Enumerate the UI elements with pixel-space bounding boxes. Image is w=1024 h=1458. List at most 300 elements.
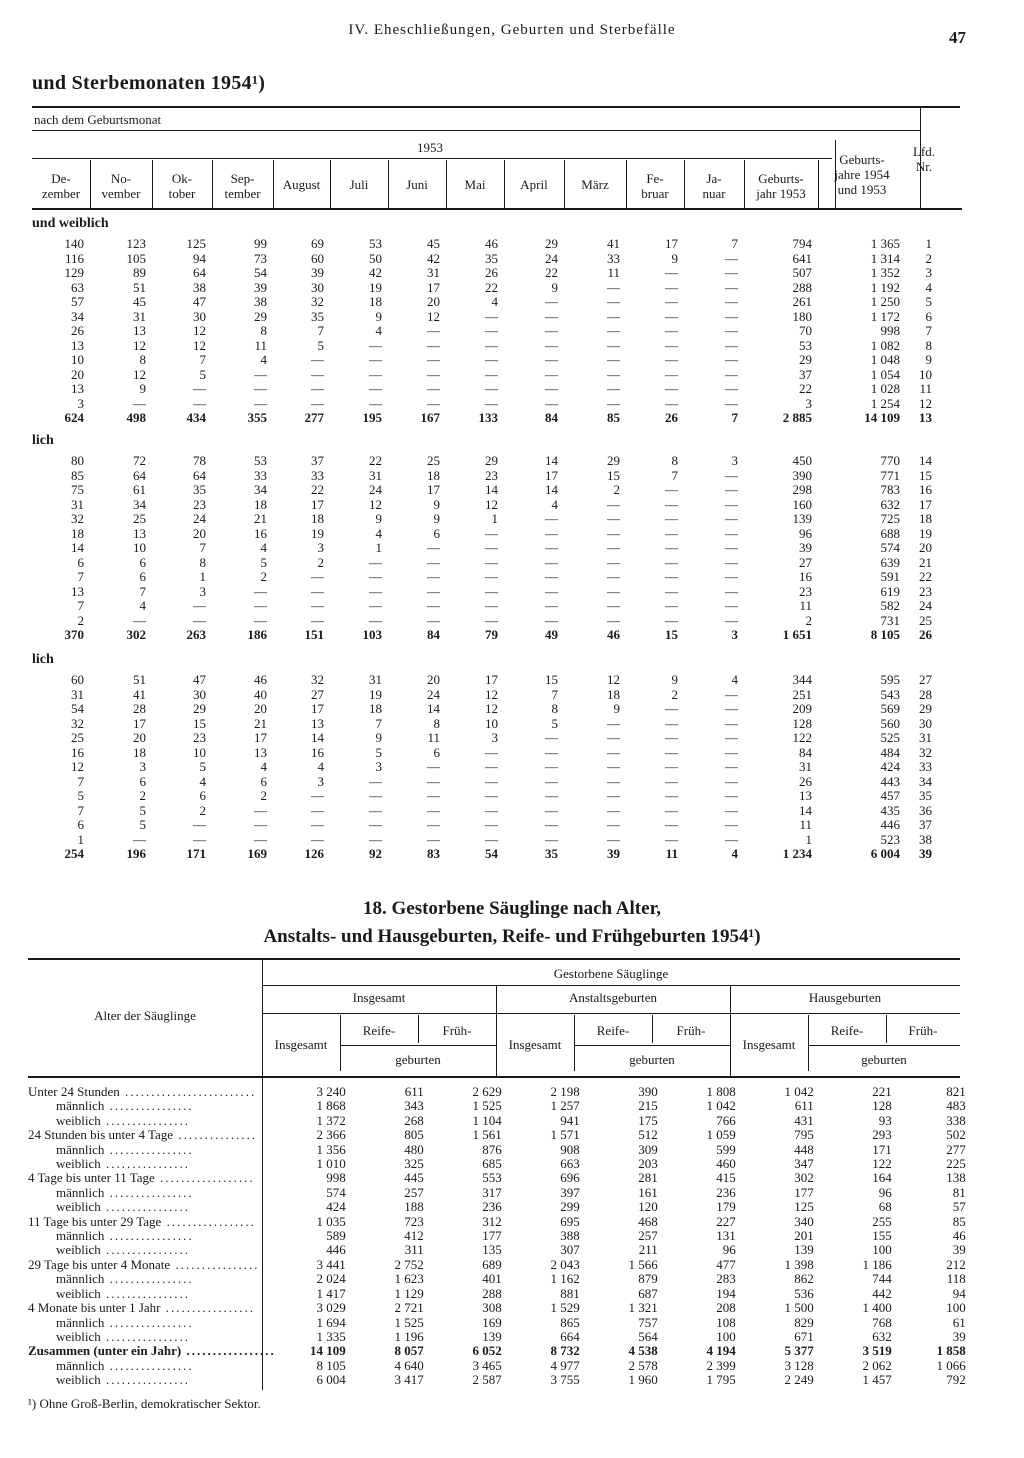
table1-cell: — [665, 817, 678, 832]
table1-cell: 39 [311, 265, 324, 280]
table1-header-bottom-rule [32, 208, 962, 210]
table1-cell: 83 [427, 846, 440, 861]
table1-cell: 12 [193, 323, 206, 338]
table1-cell: 26 [71, 323, 84, 338]
table1-cell: 15 [665, 627, 678, 642]
table1-cell: 4 [199, 773, 206, 789]
table1-cell: 5 [260, 554, 267, 570]
table2-cell: 100 [946, 1300, 966, 1316]
table1-cell: — [427, 569, 440, 584]
table2-cell: 68 [878, 1199, 892, 1215]
table1-cell: 34 [919, 773, 932, 789]
table2-cell: 805 [404, 1127, 424, 1143]
table1-col-divider [90, 160, 91, 208]
table2-sub-reife: Reife- [362, 1023, 396, 1038]
table1-cell: — [725, 294, 738, 309]
table1-year-rule [32, 158, 832, 159]
table1-cell: 5 [139, 802, 146, 818]
table2-cell: 203 [638, 1156, 658, 1172]
table2-cell: 201 [794, 1228, 814, 1244]
table1-cell: 61 [133, 482, 146, 497]
table1-cell: 5 [199, 759, 206, 774]
table1-cell: 31 [369, 467, 382, 483]
table2-total-row [28, 1344, 974, 1358]
table1-cell: 7 [731, 236, 738, 251]
table1-cell: — [485, 381, 498, 396]
table1-cell: 5 [317, 337, 324, 353]
table1-cell: — [607, 337, 620, 353]
table1-cell: — [311, 802, 324, 818]
table1-cell: 4 [260, 759, 267, 774]
table1-cell: 32 [919, 744, 932, 760]
table2-cell: 388 [560, 1228, 580, 1244]
table1-cell: 37 [311, 453, 324, 468]
table1-cell: 1 [199, 569, 206, 584]
table1-row [32, 673, 942, 688]
table1-cell: 3 [731, 627, 738, 642]
table1-cell: — [607, 511, 620, 526]
table1-cell: — [485, 612, 498, 628]
table1-cell: 73 [254, 250, 267, 266]
table1-row [32, 789, 942, 804]
table1-cell: 31 [427, 265, 440, 280]
table1-cell: — [485, 540, 498, 555]
table1-col-header: Juni [406, 177, 428, 192]
table2-cell: 1 321 [628, 1300, 658, 1316]
table1-cell: — [254, 583, 267, 599]
table2-row-label: männlich ................ [56, 1271, 194, 1287]
table1-cell: 12 [919, 395, 932, 411]
table2-cell: 468 [638, 1213, 658, 1229]
table1-subheading: nach dem Geburtsmonat [34, 112, 162, 127]
table1-cell: 543 [880, 686, 900, 702]
table1-cell: 18 [133, 744, 146, 760]
table1-cell: 31 [71, 686, 84, 702]
table1-cell: 11 [665, 846, 678, 861]
table1-cell: 6 [925, 308, 932, 324]
table2-cell: 998 [326, 1170, 346, 1186]
table1-cell: 31 [71, 496, 84, 512]
table2-cell: 1 186 [862, 1256, 892, 1272]
table2-sub-insgesamt: Insgesamt [742, 1037, 796, 1052]
table2-cell: 8 105 [316, 1357, 346, 1373]
table1-cell: 20 [427, 672, 440, 687]
table1-cell: 12 [71, 759, 84, 774]
table1-cell: 125 [186, 236, 206, 251]
table1-cell: — [254, 598, 267, 613]
table1-cell: 22 [369, 453, 382, 468]
table2-cell: 257 [638, 1228, 658, 1244]
table1-cell: 10 [193, 744, 206, 760]
table2-cell: 574 [326, 1184, 346, 1200]
table2-cell: 175 [638, 1112, 658, 1128]
table1-cell: 8 [925, 337, 932, 353]
table1-cell: 2 [260, 788, 267, 803]
table2-row [28, 1114, 974, 1128]
table2-cell: 2 198 [550, 1084, 580, 1099]
table2-cell: 695 [560, 1213, 580, 1229]
table1-row [32, 454, 942, 469]
table1-cell: — [254, 802, 267, 818]
table1-row [32, 382, 942, 397]
table1-cell: 122 [792, 730, 812, 745]
table1-cell: 17 [254, 730, 267, 745]
table1-cell: 560 [880, 715, 900, 731]
table1-cell: 10 [71, 352, 84, 367]
table1-cell: 2 [671, 686, 678, 702]
table1-cell: 725 [880, 511, 900, 526]
table1-cell: 89 [133, 265, 146, 280]
table2-cell: 1 129 [394, 1285, 424, 1301]
table2-row [28, 1229, 974, 1243]
table1-cell: 14 109 [864, 410, 900, 425]
table1-cell: 7 [375, 715, 382, 731]
table2-cell: 1 500 [784, 1300, 814, 1316]
table1-cell: — [725, 381, 738, 396]
leader-dots: ................ [100, 1372, 191, 1388]
table2-cell: 480 [404, 1141, 424, 1157]
table2-cell: 108 [716, 1314, 736, 1330]
table1-cell: 20 [193, 525, 206, 541]
table1-row [32, 746, 942, 761]
table1-col-header: Geburts- jahr 1953 [756, 171, 806, 201]
table2-stub-header: Alter der Säuglinge [94, 1008, 196, 1023]
table2-cell: 397 [560, 1184, 580, 1200]
table1-cell: — [725, 612, 738, 628]
table1-cell: 35 [919, 788, 932, 803]
table1-cell: 574 [880, 540, 900, 555]
table1-cell: — [665, 788, 678, 803]
table1-cell: 85 [607, 410, 620, 425]
table1-cell: — [485, 598, 498, 613]
table1-cell: 624 [64, 410, 84, 425]
leader-dots: ................ [100, 1285, 191, 1301]
table1-cell: 12 [133, 337, 146, 353]
table1-cell: 11 [919, 381, 932, 396]
table1-cell: 39 [919, 846, 932, 861]
table1-cell: 139 [792, 511, 812, 526]
leader-dots: ................ [104, 1228, 194, 1244]
table2-cell: 4 538 [628, 1343, 658, 1359]
table1-cell: 370 [64, 627, 84, 642]
table1-cell: 41 [607, 236, 620, 251]
table1-cell: 24 [545, 250, 558, 266]
table1-cell: — [665, 759, 678, 774]
table2-cell: 283 [716, 1271, 736, 1287]
table2-group-divider [730, 986, 731, 1076]
table1-cell: 26 [799, 773, 812, 789]
table2-cell: 288 [482, 1285, 502, 1301]
table1-cell: — [311, 583, 324, 599]
table1-cell: — [485, 352, 498, 367]
table1-cell: 14 [799, 802, 812, 818]
table1-cell: — [725, 802, 738, 818]
leader-dots: ................. [181, 1343, 276, 1359]
table2-row [28, 1258, 974, 1272]
table1-col-divider [330, 160, 331, 208]
table1-cell: 1 352 [870, 265, 900, 280]
table1-cell: — [427, 802, 440, 818]
table1-cell: 9 [925, 352, 932, 367]
table1-cell: 85 [71, 467, 84, 483]
table2-cell: 6 004 [316, 1372, 346, 1388]
table2-cell: 236 [482, 1199, 502, 1215]
table1-cell: 19 [369, 686, 382, 702]
table1-cell: 38 [193, 279, 206, 295]
table1-cell: 11 [607, 265, 620, 280]
table2-cell: 2 399 [706, 1357, 736, 1373]
leader-dots: ................ [104, 1357, 194, 1373]
table1-cell: 3 [731, 453, 738, 468]
table1-cell: 1 054 [870, 366, 900, 382]
table2-row-label: weiblich ................ [56, 1285, 191, 1301]
table1-cell: 105 [126, 250, 146, 266]
table2-row-label: männlich ................ [56, 1228, 194, 1244]
table1-cell: — [485, 395, 498, 411]
table2-cell: 1 623 [394, 1271, 424, 1287]
table2-row-label: männlich ................ [56, 1141, 194, 1157]
table1-cell: 24 [369, 482, 382, 497]
table1-cell: 42 [427, 250, 440, 266]
table2-cell: 445 [404, 1170, 424, 1186]
table2-cell: 2 249 [784, 1372, 814, 1388]
table1-cell: — [607, 395, 620, 411]
table1-cell: 4 [375, 525, 382, 541]
table1-cell: — [607, 788, 620, 803]
table1-cell: — [369, 817, 382, 832]
table2-cell: 795 [794, 1127, 814, 1143]
table1-cell: — [607, 730, 620, 745]
table1-cell: 8 [260, 323, 267, 338]
table1-cell: 6 [199, 788, 206, 803]
table1-cell: — [607, 323, 620, 338]
table1-cell: 18 [369, 294, 382, 309]
table1-cell: 11 [427, 730, 440, 745]
table1-cell: — [485, 366, 498, 382]
table1-cell: — [665, 496, 678, 512]
table1-cell: — [485, 554, 498, 570]
table2-cell: 1 795 [706, 1372, 736, 1388]
table1-cell: 28 [919, 686, 932, 702]
table2-row [28, 1186, 974, 1200]
table2-cell: 477 [716, 1256, 736, 1272]
table1-cell: 11 [254, 337, 267, 353]
table1-cell: — [725, 352, 738, 367]
table1-total-row [32, 847, 942, 862]
table2-row-label: weiblich ................ [56, 1156, 191, 1172]
table1-cell: 6 [77, 554, 84, 570]
table1-cell: — [545, 395, 558, 411]
table2-row-label: Zusammen (unter ein Jahr) ................. [28, 1343, 276, 1359]
table1-cell: 12 [607, 672, 620, 687]
table1-cell: 7 [925, 323, 932, 338]
table1-cell: 26 [665, 410, 678, 425]
table2-cell: 4 640 [394, 1357, 424, 1373]
table2-cell: 2 587 [472, 1372, 502, 1388]
table1-cell: 9 [551, 279, 558, 295]
table1-cell: — [254, 395, 267, 411]
table1-cell: — [725, 730, 738, 745]
table2-cell: 671 [794, 1328, 814, 1344]
leader-dots: ................ [100, 1242, 191, 1258]
table1-cell: — [254, 831, 267, 847]
table2-cell: 757 [638, 1314, 658, 1330]
table1-cell: 41 [133, 686, 146, 702]
table1-cell: — [725, 773, 738, 789]
table1-cell: 1 [805, 831, 812, 847]
table2-cell: 908 [560, 1141, 580, 1157]
table2-cell: 338 [946, 1112, 966, 1128]
table1-cell: 27 [311, 686, 324, 702]
running-head: IV. Eheschließungen, Geburten und Sterbefälle [348, 22, 676, 38]
table1-row [32, 585, 942, 600]
table1-cell: — [369, 802, 382, 818]
table2-cell: 1 571 [550, 1127, 580, 1143]
table2-cell: 2 024 [316, 1271, 346, 1287]
table2-row-label: 4 Tage bis unter 11 Tage .................. [28, 1170, 255, 1186]
table1-cell: — [311, 788, 324, 803]
table1-cell: 32 [311, 672, 324, 687]
table1-cell: 70 [799, 323, 812, 338]
table1-cell: 18 [427, 467, 440, 483]
table1-cell: 140 [64, 236, 84, 251]
table1-cell: — [607, 540, 620, 555]
table1-cell: — [193, 381, 206, 396]
table1-cell: 525 [880, 730, 900, 745]
table1-col-divider [744, 160, 745, 208]
table1-cell: 3 [491, 730, 498, 745]
table1-cell: 18 [71, 525, 84, 541]
table1-cell: 16 [254, 525, 267, 541]
table1-cell: 18 [369, 701, 382, 716]
table2-cell: 553 [482, 1170, 502, 1186]
table1-cell: — [485, 569, 498, 584]
table2-cell: 768 [872, 1314, 892, 1330]
table1-cell: 9 [433, 496, 440, 512]
table1-cell: 8 [199, 554, 206, 570]
table1-cell: 3 [925, 265, 932, 280]
table1-cell: 25 [919, 612, 932, 628]
table2-cell: 211 [638, 1242, 658, 1258]
table1-cell: 64 [193, 467, 206, 483]
table1-cell: 13 [133, 323, 146, 338]
table2-cell: 3 128 [784, 1357, 814, 1373]
table2-sub-geburten: geburten [861, 1052, 907, 1067]
table1-cell: 507 [792, 265, 812, 280]
table1-cell: 24 [919, 598, 932, 613]
table2-cell: 599 [716, 1141, 736, 1157]
table1-cell: 84 [799, 744, 812, 760]
table1-cell: 35 [485, 250, 498, 266]
footnote: ¹) Ohne Groß-Berlin, demokratischer Sektor. [28, 1396, 261, 1411]
table2-cell: 687 [638, 1285, 658, 1301]
table2-cell: 564 [638, 1328, 658, 1344]
table2-cell: 2 752 [394, 1256, 424, 1272]
table1-row [32, 281, 942, 296]
table1-cell: — [133, 831, 146, 847]
table2-cell: 448 [794, 1141, 814, 1157]
table1-col-header: Ja- nuar [702, 171, 726, 201]
table1-cell: 13 [71, 337, 84, 353]
table1-cell: — [665, 525, 678, 541]
table1-cell: — [369, 366, 382, 382]
table2-cell: 293 [872, 1127, 892, 1143]
table1-cell: 5 [139, 817, 146, 832]
table1-cell: 443 [880, 773, 900, 789]
table1-col-header: August [282, 177, 321, 192]
table1-cell: — [665, 730, 678, 745]
table1-cell: 5 [199, 366, 206, 382]
table2-cell: 1 372 [316, 1112, 346, 1128]
table1-cell: 180 [792, 308, 812, 324]
table1-cell: — [725, 701, 738, 716]
table2-cell: 138 [946, 1170, 966, 1186]
table1-cell: — [665, 279, 678, 295]
table1-cell: 13 [133, 525, 146, 541]
table1-cell: 84 [427, 627, 440, 642]
table1-cell: 38 [919, 831, 932, 847]
table1-section-table [32, 673, 942, 862]
table1-cell: — [427, 323, 440, 338]
table1-col-divider [388, 160, 389, 208]
table2-row [28, 1128, 974, 1142]
table2-cell: 685 [482, 1156, 502, 1172]
table1-cell: 591 [880, 569, 900, 584]
table1-cell: 263 [186, 627, 206, 642]
table1-cell: — [545, 817, 558, 832]
table1-cell: 10 [919, 366, 932, 382]
table1-cell: 209 [792, 701, 812, 716]
table1-cell: 1 234 [782, 846, 812, 861]
table1-cell: 167 [420, 410, 440, 425]
table1-cell: 7 [139, 583, 146, 599]
table1-cell: — [427, 831, 440, 847]
table1-cell: 9 [375, 308, 382, 324]
table1-col-header: Lfd. Nr. [912, 144, 936, 174]
table1-cell: 6 [433, 525, 440, 541]
table2-cell: 212 [946, 1256, 966, 1272]
table1-cell: 12 [427, 308, 440, 324]
table1-cell: 4 [260, 540, 267, 555]
table1-cell: — [193, 598, 206, 613]
table1-cell: — [311, 817, 324, 832]
table1-cell: 29 [919, 701, 932, 716]
table1-cell: 6 004 [870, 846, 900, 861]
table1-cell: 639 [880, 554, 900, 570]
table1-cell: 96 [799, 525, 812, 541]
table2-top-rule [28, 958, 960, 960]
table1-cell: — [545, 308, 558, 324]
table1-cell: 15 [545, 672, 558, 687]
table1-cell: — [485, 337, 498, 353]
table1-cell: 25 [427, 453, 440, 468]
table1-cell: — [485, 802, 498, 818]
table1-cell: — [485, 308, 498, 324]
table1-cell: 51 [133, 279, 146, 295]
table1-cell: 39 [799, 540, 812, 555]
table1-cell: — [545, 294, 558, 309]
leader-dots: ................ [104, 1141, 194, 1157]
table2-cell: 100 [716, 1328, 736, 1344]
table1-cell: 49 [545, 627, 558, 642]
table2-cell: 1 066 [936, 1357, 966, 1373]
table1-cell: 298 [792, 482, 812, 497]
table1-cell: 14 [311, 730, 324, 745]
table2-cell: 100 [872, 1242, 892, 1258]
table1-cell: — [545, 730, 558, 745]
table2-sub-frueh: Früh- [442, 1023, 472, 1038]
table1-cell: 20 [71, 366, 84, 382]
